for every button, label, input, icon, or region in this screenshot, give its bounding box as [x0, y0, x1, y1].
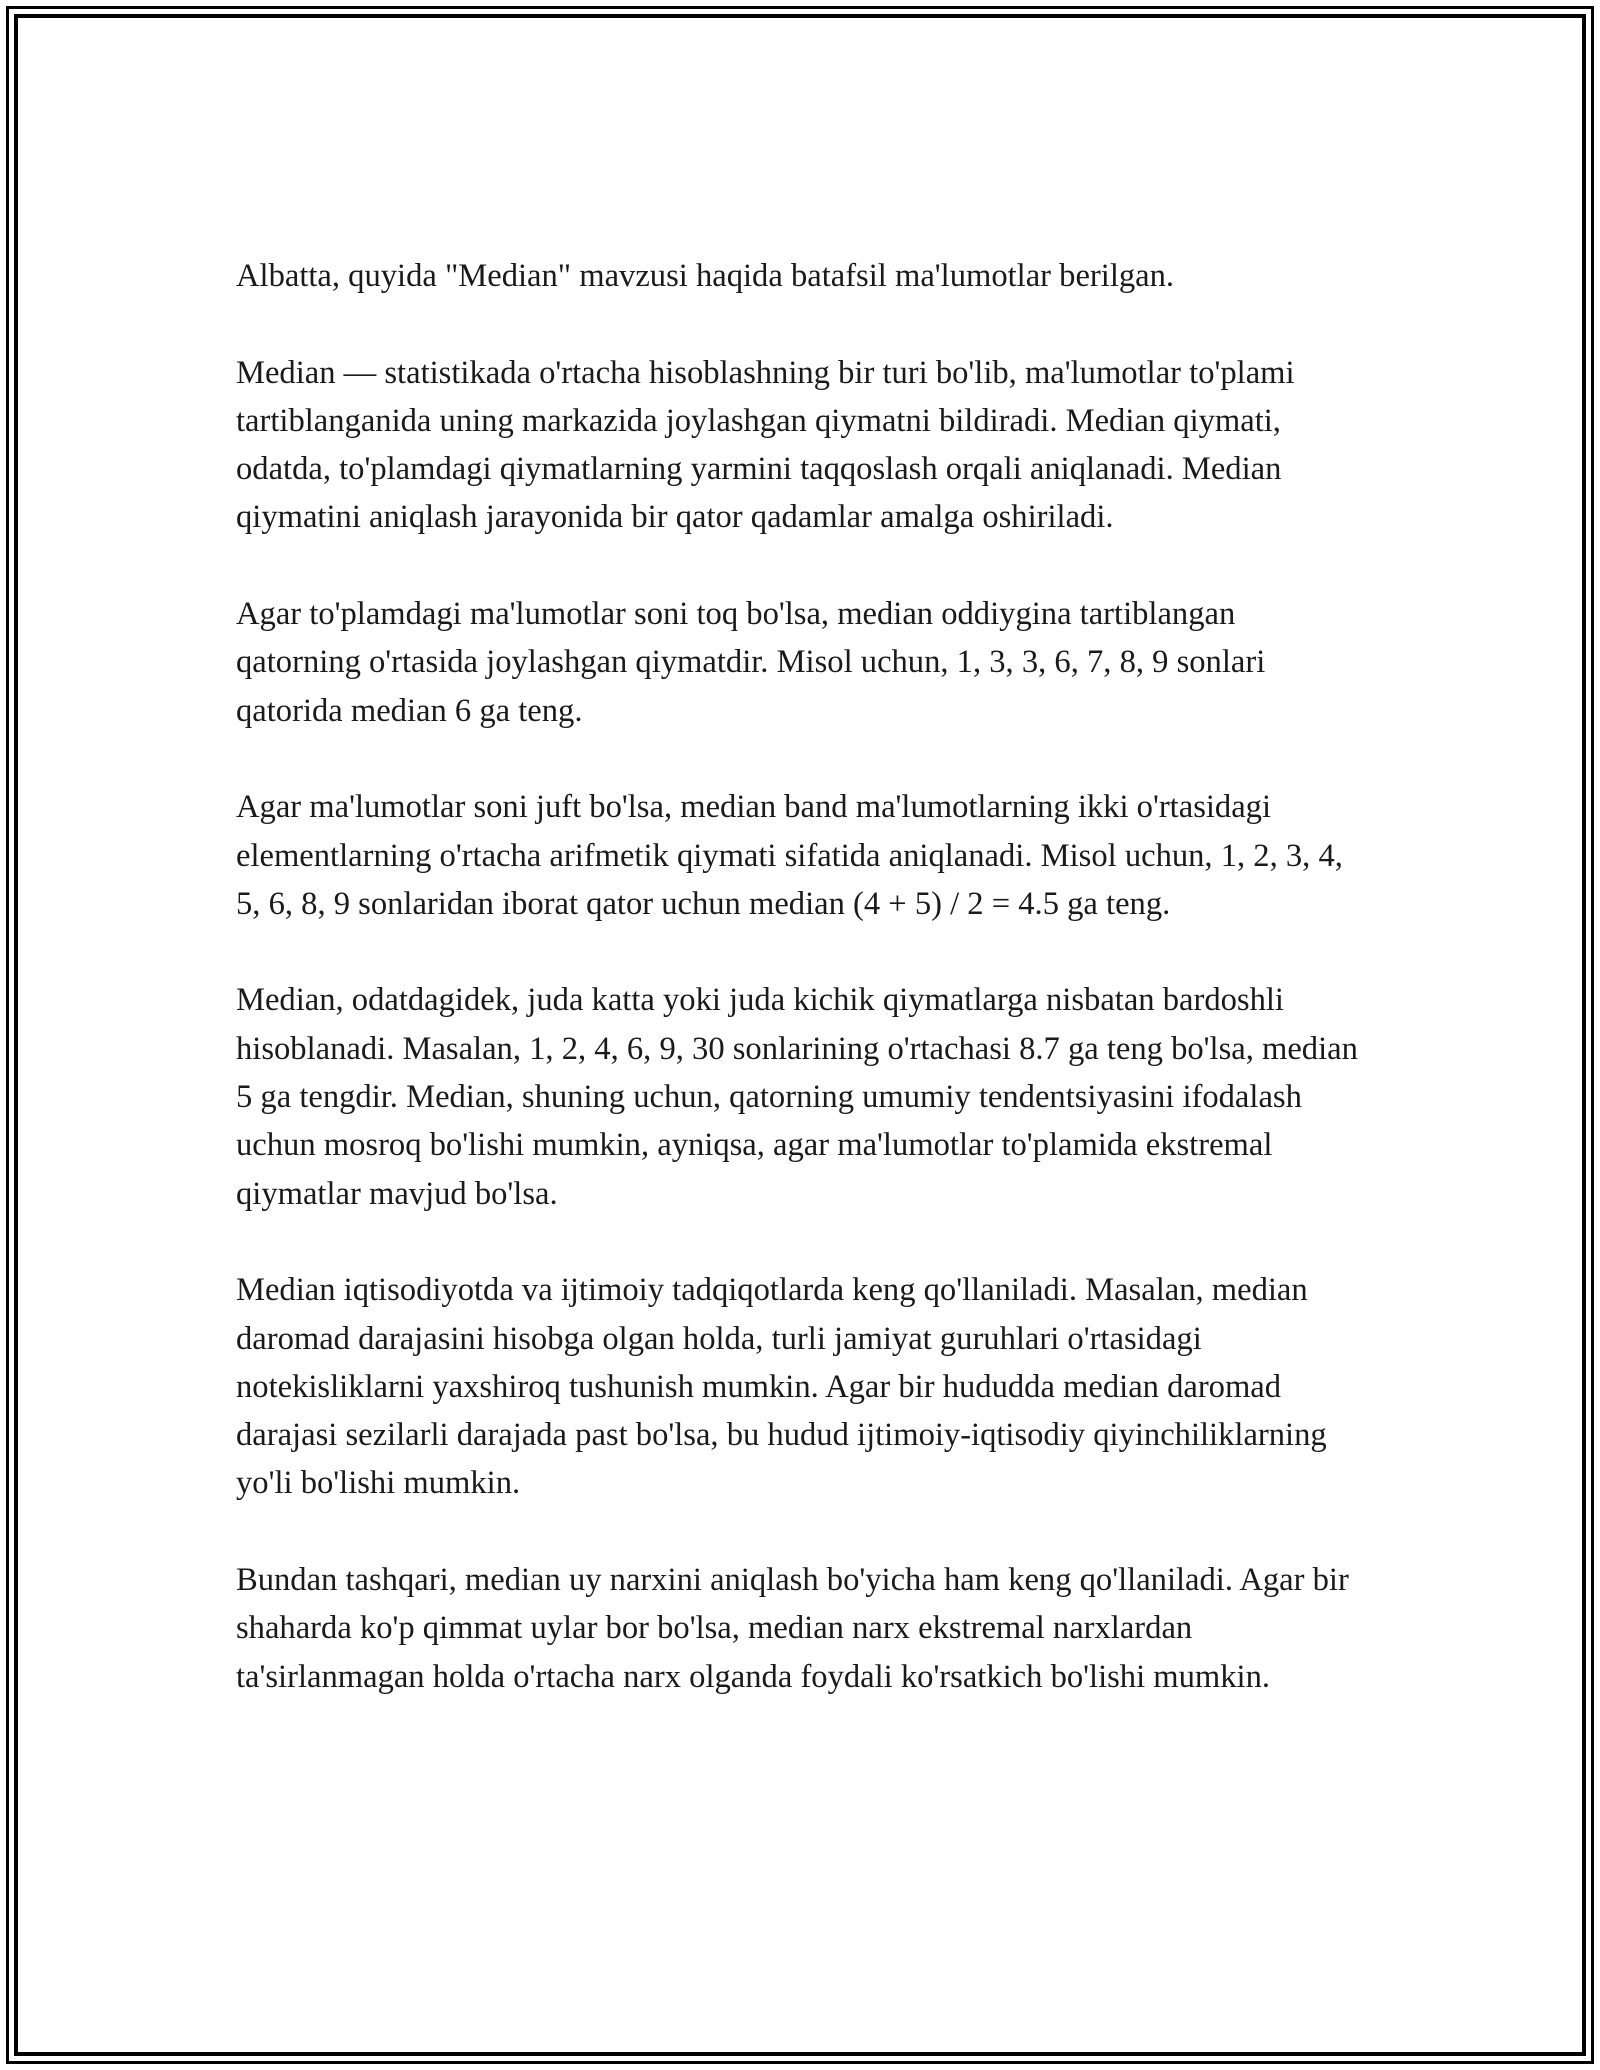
paragraph-housing: Bundan tashqari, median uy narxini aniqlash bo'yicha ham keng qo'llaniladi. Agar bir shaharda ko'p qimmat uylar bor bo'lsa, median narx ekstremal narxlardan ta'sirlanmagan holda o'rtacha narx olganda foydali ko'rsatkich bo'lishi mumkin. — [236, 1562, 1349, 1695]
paragraph-even-count: Agar ma'lumotlar soni juft bo'lsa, median band ma'lumotlarning ikki o'rtasidagi elementlarning o'rtacha arifmetik qiymati sifatida aniqlanadi. Misol uchun, 1, 2, 3, 4, 5, 6, 8, 9 sonlaridan iborat qator uchun median (4 + 5) / 2 = 4.5 ga teng. — [236, 789, 1343, 922]
paragraph-odd-count: Agar to'plamdagi ma'lumotlar soni toq bo'lsa, median oddiygina tartiblangan qatorning o'rtasida joylashgan qiymatdir. Misol uchun, 1, 3, 3, 6, 7, 8, 9 sonlari qatorida median 6 ga teng. — [236, 596, 1266, 729]
document-body — [236, 252, 1366, 1749]
paragraph-definition: Median — statistikada o'rtacha hisoblashning bir turi bo'lib, ma'lumotlar to'plami tartiblanganida uning markazida joylashgan qiymatni bildiradi. Median qiymati, odatda, to'plamdagi qiymatlarning yarmini taqqoslash orqali aniqlanadi. Median qiymatini aniqlash jarayonida bir qator qadamlar amalga oshiriladi. — [236, 354, 1295, 536]
paragraph-robustness: Median, odatdagidek, juda katta yoki juda kichik qiymatlarga nisbatan bardoshli hisoblanadi. Masalan, 1, 2, 4, 6, 9, 30 sonlarining o'rtachasi 8.7 ga teng bo'lsa, median 5 ga tengdir. Median, shuning uchun, qatorning umumiy tendentsiyasini ifodalash uchun mosroq bo'lishi mumkin, ayniqsa, agar ma'lumotlar to'plamida ekstremal qiymatlar mavjud bo'lsa. — [236, 982, 1358, 1212]
paragraph-economics: Median iqtisodiyotda va ijtimoiy tadqiqotlarda keng qo'llaniladi. Masalan, median daromad darajasini hisobga olgan holda, turli jamiyat guruhlari o'rtasidagi notekisliklarni yaxshiroq tushunish mumkin. Agar bir hududda median daromad darajasi sezilarli darajada past bo'lsa, bu hudud ijtimoiy-iqtisodiy qiyinchiliklarning yo'li bo'lishi mumkin. — [236, 1272, 1327, 1502]
paragraph-intro: Albatta, quyida "Median" mavzusi haqida batafsil ma'lumotlar berilgan. — [236, 258, 1175, 294]
